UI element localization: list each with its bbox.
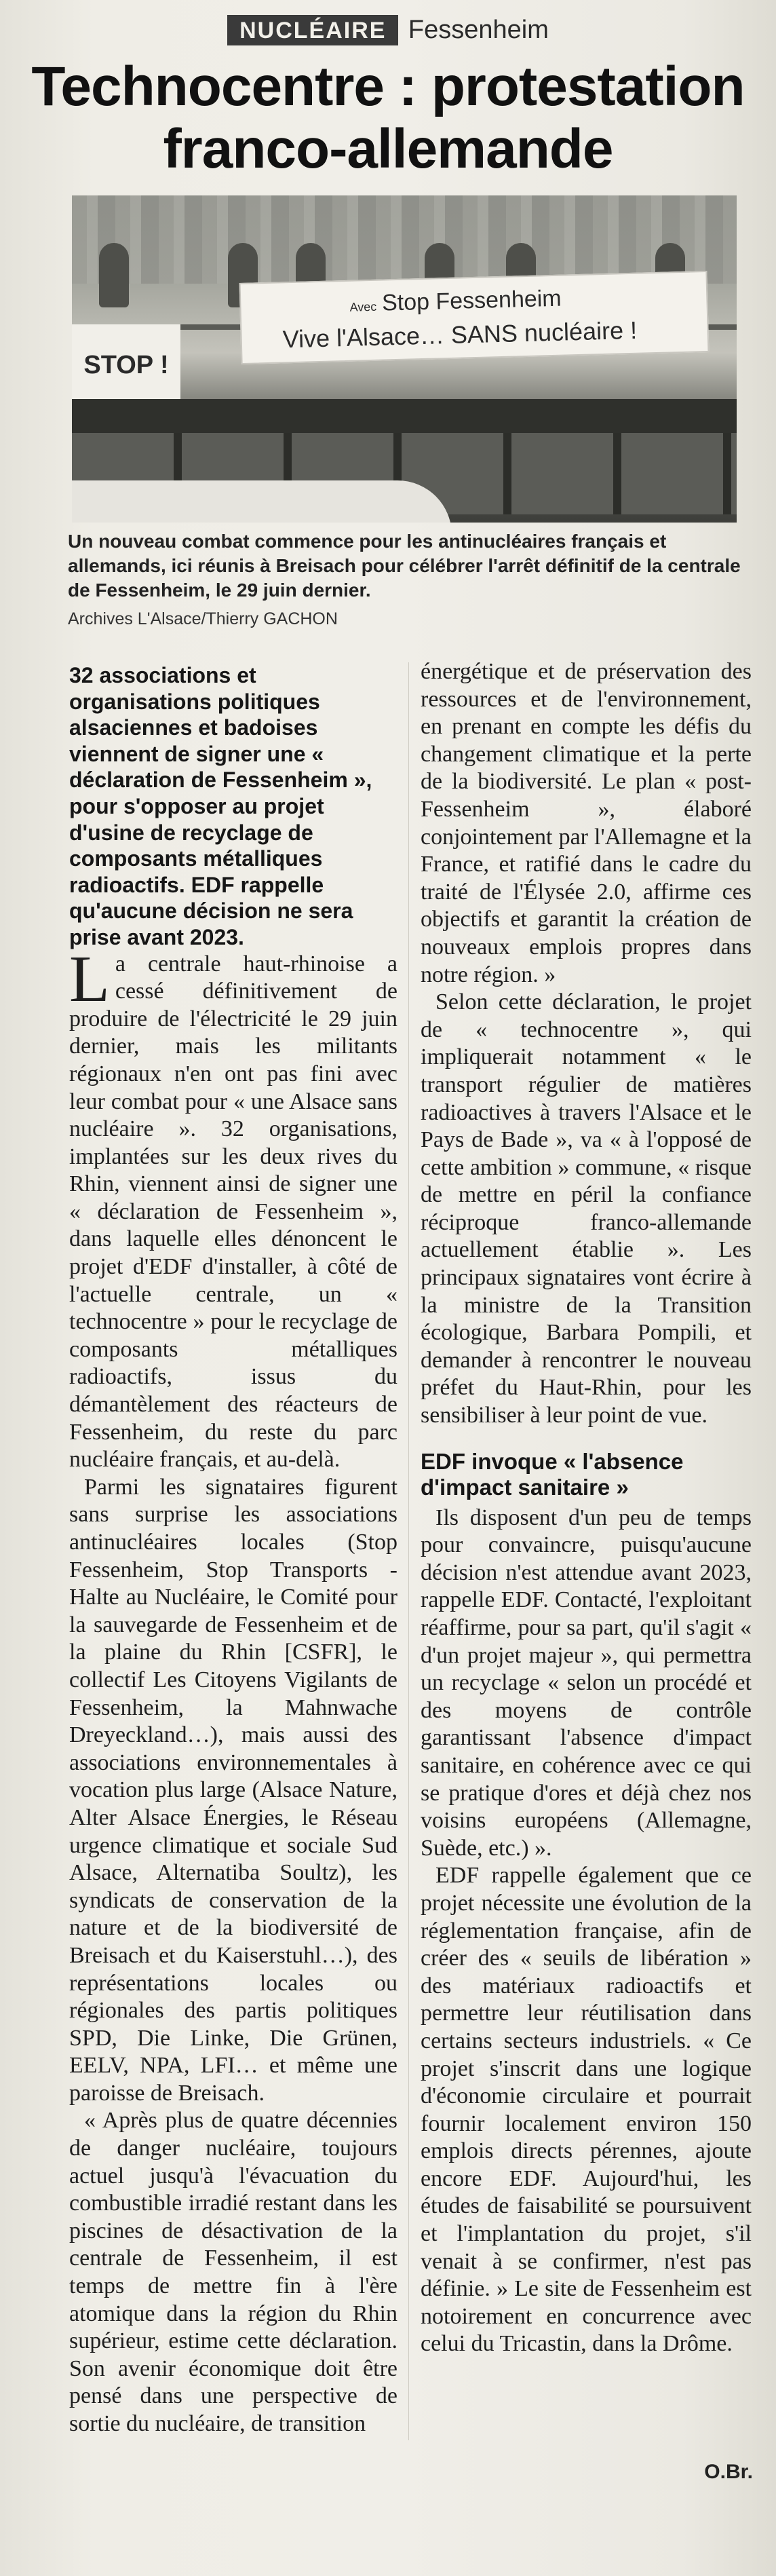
headline-line-1: Technocentre : protestation (31, 56, 745, 117)
place-label: Fessenheim (408, 16, 549, 44)
protest-banner (239, 271, 710, 364)
article-column-left (69, 662, 397, 2438)
paragraph-6: EDF rappelle également que ce projet nécessite une évolution de la réglementation française, afin de créer des « seuils de libération » des matériaux radioactifs et permettre leur réutilisation dans certains secteurs industriels. « Ce projet s'inscrit dans une logique d'économie circulaire et pourrait fournir localement environ 150 emplois directs pérennes, ajoute encore EDF. Aujourd'hui, les études de faisabilité se poursuivent et l'implantation du projet, s'il venait à se confirmer, n'est pas définie. » Le site de Fessenheim est notoirement en concurrence avec celui du Tricastin, dans la Drôme. (421, 1863, 752, 2357)
photo-credit: Archives L'Alsace/Thierry GACHON (68, 609, 338, 628)
paragraph-3: « Après plus de quatre décennies de danger nucléaire, toujours actuel jusqu'à l'évacuation du combustible irradié restant dans les piscines de désactivation de la centrale de Fessenheim, il est temps de mettre fin à l'ère atomique dans la région du Rhin supérieur, estime cette déclaration. Son avenir économique doit être pensé dans une perspective de sortie du nucléaire, de transition (69, 2108, 397, 2436)
banner-main-text: Stop Fessenheim (381, 285, 562, 316)
photo-water (72, 195, 737, 284)
stop-sign: STOP ! (72, 324, 180, 406)
paragraph-3-continued: énergétique et de préservation des ressources et de l'environnement, en prenant en compte les défis du changement climatique et la perte de la biodiversité. Le plan « post-Fessenheim », élaboré conjointement par l'Allemagne et la France, et ratifié dans le cadre du traité de l'Élysée 2.0, affirme ces objectifs et garantit la création de nouveaux emplois propres dans notre région. » (421, 659, 752, 987)
photo-boat-bow (72, 480, 452, 523)
paragraph-1-text: a centrale haut-rhinoise a cessé définitivement de produire de l'électricité le 29 juin dernier, mais les militants régionaux n'en ont pas fini avec leur combat pour « une Alsace sans nucléaire ». 32 organisations, implantées sur les deux rives du Rhin, viennent ainsi de signer une « déclaration de Fessenheim », dans laquelle elles dénoncent le projet d'EDF d'installer, à côté de l'actuelle centrale, un « technocentre » pour le recyclage de composants métalliques radioactifs, issus du démantèlement des réacteurs de Fessenheim, du reste du parc nucléaire français, et au-delà. (69, 951, 397, 1473)
photo-caption: Un nouveau combat commence pour les antinucléaires français et allemands, ici réunis à Breisach pour célébrer l'arrêt définitif de la centrale de Fessenheim, le 29 juin dernier. (68, 531, 741, 601)
photo-person (99, 243, 129, 307)
photo-deck (72, 399, 737, 433)
headline (20, 56, 756, 181)
author-signature: O.Br. (704, 2461, 753, 2483)
banner-line-2: Vive l'Alsace… SANS nucléaire ! (282, 316, 638, 354)
article-photo (72, 195, 737, 523)
article-subhead: EDF invoque « l'absence d'impact sanitaire » (421, 1448, 684, 1500)
headline-line-2: franco-allemande (163, 118, 613, 180)
rubric-label: NUCLÉAIRE (227, 15, 398, 45)
banner-small-text: Avec (349, 299, 377, 314)
paragraph-2: Parmi les signataires figurent sans surprise les associations antinucléaires locales (Stop Fessenheim, Stop Transports - Halte au Nucléaire, le Comité pour la sauvegarde de Fessenheim et de la plaine du Rhin [CSFR], le collectif Les Citoyens Vigilants de Fessenheim, la Mahnwache Dreyeckland…), mais aussi des associations environnementales à vocation plus large (Alsace Nature, Alter Alsace Énergies, le Réseau urgence climatique et sociale Sud Alsace, Alternatiba Soultz), les syndicats de conservation de la nature et de la biodiversité de Breisach et du Kaiserstuhl…), des représentations locales ou régionales des partis politiques SPD, Die Linke, Die Grünen, EELV, NPA, LFI… et même une paroisse de Breisach. (69, 1474, 397, 2106)
paragraph-5: Ils disposent d'un peu de temps pour convaincre, puisqu'aucune décision n'est attendue avant 2023, rappelle EDF. Contacté, l'exploitant réaffirme, pour sa part, qu'il s'agit « d'un projet majeur », qui permettra un recyclage « selon un procédé et des moyens de contrôle garantissant l'absence d'impact sanitaire, en cohérence avec ce qui se pratique d'ores et déjà chez nos voisins européens (Allemagne, Suède, etc.) ». (421, 1504, 752, 1861)
article-lead: 32 associations et organisations politiques alsaciennes et badoises viennent de signer une « déclaration de Fessenheim », pour s'opposer au projet d'usine de recyclage de composants métalliques radioactifs. EDF rappelle qu'aucune décision ne sera prise avant 2023. (69, 663, 372, 949)
banner-line-1 (349, 286, 562, 318)
article-column-right (421, 658, 752, 2358)
paragraph-1 (69, 942, 397, 1474)
article-kicker (0, 15, 776, 45)
paragraph-4: Selon cette déclaration, le projet de « technocentre », qui impliquerait notamment « le transport régulier de matières radioactives à travers l'Alsace et le Pays de Bade », va « à l'opposé de cette ambition » commune, « risque de mettre en péril la confiance réciproque franco-allemande actuellement établie ». Les principaux signataires vont écrire à la ministre de la Transition écologique, Barbara Pompili, et demander à rencontrer le nouveau préfet du Haut-Rhin, pour les sensibiliser à leur point de vue. (421, 989, 752, 1428)
drop-cap: L (69, 942, 110, 1016)
column-divider (408, 662, 409, 2440)
